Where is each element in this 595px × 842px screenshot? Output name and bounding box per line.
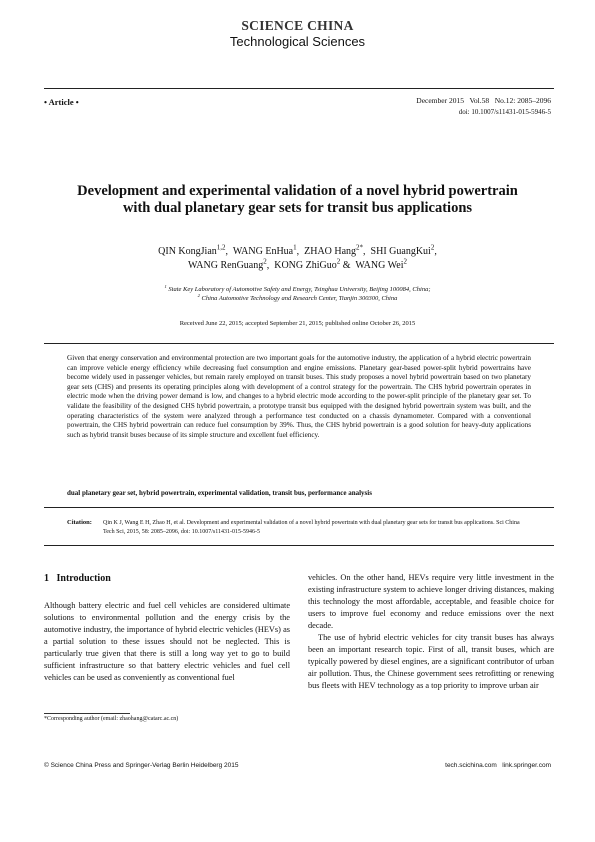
author-list: [60, 245, 535, 273]
author: WANG EnHua$^1$,: [232, 243, 302, 257]
citation-text: Qin K J, Wang E H, Zhao H, et al. Development and experimental validation of a novel hybrid powertrain with dual planetary gear sets for transit bus applications. Sci China Tech Sci, 2015, 58: 2085–2096, doi: 10.1007/s11431-015-5946-5: [103, 520, 520, 535]
author: ZHAO Hang$^{2*}$,: [304, 243, 369, 257]
section-number: 1: [44, 573, 49, 584]
affiliations: [60, 285, 535, 303]
doi: doi: 10.1007/s11431-015-5946-5: [458, 108, 551, 116]
section-heading: [44, 573, 111, 584]
body-column-left: [44, 600, 290, 684]
author: WANG RenGuang$^2$,: [187, 257, 272, 271]
paper-title: Development and experimental validation of a novel hybrid powertrain with dual planetary gear sets for transit bus applications: [77, 183, 518, 216]
abstract-bottom-rule: [44, 507, 554, 508]
citation-bottom-rule: [44, 545, 554, 546]
corresponding-author-footnote: *Corresponding author (email: zhaohang@catarc.ac.cn): [44, 716, 179, 722]
copyright-footer: © Science China Press and Springer-Verlag Berlin Heidelberg 2015: [44, 762, 239, 769]
author: KONG ZhiGuo$^2$ &: [274, 257, 354, 271]
journal-urls-footer: tech.scichina.com link.springer.com: [445, 762, 551, 769]
affiliation-1: $^1$ State Key Laboratory of Automotive Safety and Energy, Tsinghua University, Beijing 100084, China;: [164, 283, 431, 293]
affiliation-2: $^2$ China Automotive Technology and Research Center, Tianjin 300300, China: [197, 292, 398, 302]
header-rule: [44, 88, 554, 89]
body-paragraph: vehicles. On the other hand, HEVs require very little investment in the existing infrastructure system to achieve longer driving distances, making this technology the most affordable, acceptable, and feasible choice for users to improve fuel economy and reduce emissions over the next decade.: [308, 573, 554, 631]
received-dates: Received June 22, 2015; accepted September 21, 2015; published online October 26, 2015: [179, 320, 416, 327]
author: SHI GuangKui$^2$,: [370, 243, 437, 257]
body-paragraph: Although battery electric and fuel cell vehicles are considered ultimate solutions to environmental pollution and the energy crisis by the automotive industry, the importance of hybrid electric vehicles (HEVs) as a partial solution to these issues should not be neglected. This is particularly true given that there is still a long way yet to go to build sufficient infrastructure so that battery electric vehicles and fuel cell vehicles can be used as conveniently as conventional fuel: [44, 601, 290, 683]
citation-label: Citation:: [67, 519, 92, 526]
keywords: dual planetary gear set, hybrid powertrain, experimental validation, transit bus, performance analysis: [67, 489, 372, 497]
body-paragraph: The use of hybrid electric vehicles for city transit buses has always been an important research topic. First of all, transit buses, which are typically powered by diesel engines, are a significant contributor of urban air pollution. Thus, the Chinese government sees retrofitting or renewing bus fleets with HEV technology as a top priority to improve urban air: [308, 633, 554, 691]
footnote-rule: [44, 713, 130, 714]
author: WANG Wei$^2$: [355, 257, 408, 271]
abstract-top-rule: [44, 343, 554, 344]
abstract-text: Given that energy conservation and environmental protection are two important goals for the automotive industry, the application of a hybrid electric powertrain can improve vehicle energy efficiency while decreasing fuel consumption and engine emissions. Planetary gear-based power-split hybrid powertrains have become widely used in passenger vehicles, but remain rarely employed on transit buses. This study proposes a novel hybrid powertrain based on two planetary gear sets (CHS) and presents its operating principles along with development of a control strategy for the powertrain. The CHS hybrid powertrain operates in electric mode when the driving power demand is low, and changes to a hybrid electric mode according to the power-split principle of the planetary gear set. To validate the feasibility of the designed CHS hybrid powertrain, a prototype transit bus equipped with the designed hybrid powertrain system was built, and the operating characteristics of the system were analyzed through a performance test conducted on a chassis dynamometer. Compared with a conventional powertrain, the CHS hybrid powertrain can reduce fuel consumption by 39%. Thus, the CHS hybrid powertrain is a good solution for heavy-duty applications such as hybrid transit buses because of its simple structure and excellent fuel efficiency.: [67, 354, 531, 439]
author: QIN KongJian$^{1,2}$,: [158, 243, 231, 257]
journal-name: SCIENCE CHINA: [241, 18, 354, 33]
section-title: Introduction: [56, 573, 111, 584]
issue-info: December 2015 Vol.58 No.12: 2085–2096: [416, 96, 551, 105]
body-column-right: [308, 572, 554, 692]
article-type-tag: • Article •: [44, 97, 79, 107]
journal-subtitle: Technological Sciences: [229, 34, 366, 49]
